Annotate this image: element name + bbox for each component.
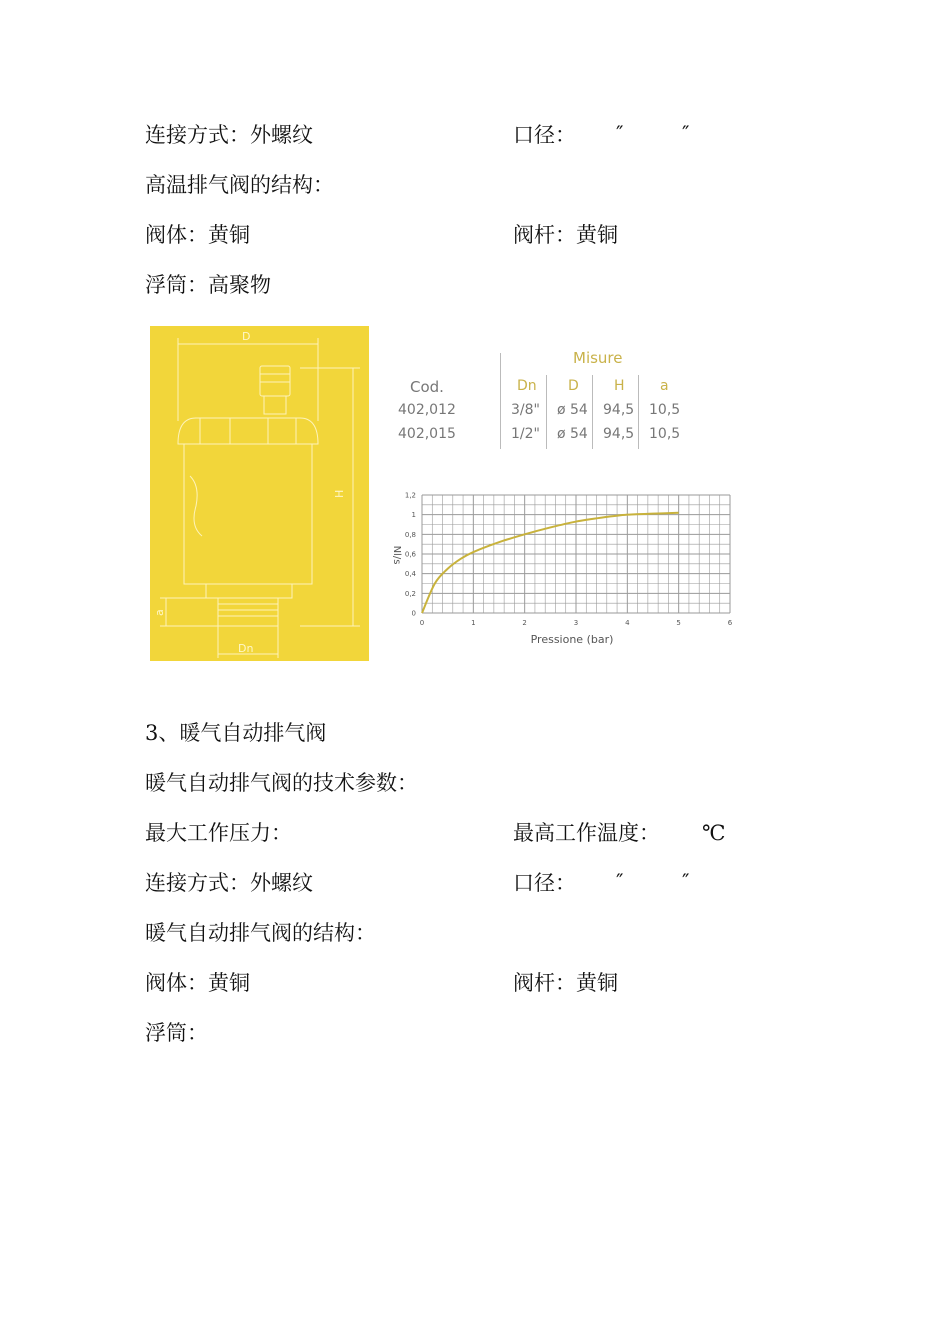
table-col-a: a	[660, 378, 669, 394]
table-row-2-dn: 1/2"	[511, 426, 540, 442]
dimension-d-label: D	[242, 330, 251, 343]
structure-heading: 暖气自动排气阀的结构：	[145, 921, 376, 945]
diameter-mark-1: ″	[616, 869, 624, 893]
x-tick-label: 6	[727, 619, 733, 627]
structure-heading: 高温排气阀的结构：	[145, 173, 334, 197]
table-row-2-code: 402,015	[398, 426, 456, 442]
table-col-d: D	[568, 378, 579, 394]
table-divider	[592, 375, 593, 449]
valve-stem-material: 阀杆：黄铜	[513, 971, 618, 995]
diameter-mark-1: ″	[616, 121, 624, 145]
dimension-dn-label: Dn	[238, 642, 254, 655]
dimension-h-label: H	[333, 489, 346, 498]
table-row-1-h: 94,5	[603, 402, 635, 418]
table-row-2-h: 94,5	[603, 426, 635, 442]
table-row-2-a: 10,5	[649, 426, 681, 442]
valve-body-material: 阀体：黄铜	[145, 971, 250, 995]
y-tick-label: 0,6	[404, 550, 416, 559]
y-tick-label: 1,2	[404, 491, 416, 500]
table-group-header: Misure	[573, 349, 623, 367]
table-row-1-a: 10,5	[649, 402, 681, 418]
float-material: 浮筒：	[145, 1021, 208, 1045]
y-tick-label: 1	[411, 511, 416, 520]
tech-params-heading: 暖气自动排气阀的技术参数：	[145, 771, 418, 795]
dimension-a-label: a	[153, 609, 166, 616]
chart-y-label: Nl/s	[391, 545, 402, 565]
section-heading: 3、暖气自动排气阀	[145, 721, 327, 745]
table-col-h: H	[614, 378, 625, 394]
table-row-1-code: 402,012	[398, 402, 456, 418]
diameter-mark-2: ″	[682, 869, 690, 893]
table-col-dn: Dn	[517, 378, 537, 394]
x-tick-label: 0	[419, 619, 425, 627]
table-code-header: Cod.	[410, 378, 444, 396]
table-divider	[500, 353, 501, 449]
flow-series-line	[422, 513, 679, 613]
float-material: 浮筒：高聚物	[145, 273, 271, 297]
dimension-table	[390, 345, 710, 450]
max-pressure-text: 最大工作压力：	[145, 821, 292, 845]
connection-type-text: 连接方式：外螺纹	[145, 871, 313, 895]
table-divider	[546, 375, 547, 449]
y-tick-label: 0,4	[404, 570, 416, 579]
x-tick-label: 5	[676, 619, 681, 627]
diameter-label: 口径：	[513, 871, 576, 895]
table-row-1-d: ø 54	[557, 402, 588, 418]
y-tick-label: 0	[411, 609, 416, 618]
diameter-label: 口径：	[513, 123, 576, 147]
x-tick-label: 3	[573, 619, 579, 627]
table-row-2-d: ø 54	[557, 426, 588, 442]
connection-type-text: 连接方式：外螺纹	[145, 123, 313, 147]
table-divider	[638, 375, 639, 449]
x-tick-label: 1	[471, 619, 476, 627]
temp-unit: ℃	[702, 821, 726, 845]
x-tick-label: 4	[625, 619, 630, 627]
valve-body-material: 阀体：黄铜	[145, 223, 250, 247]
valve-stem-material: 阀杆：黄铜	[513, 223, 618, 247]
valve-technical-drawing	[150, 326, 369, 661]
flow-pressure-chart	[380, 485, 740, 655]
table-row-1-dn: 3/8"	[511, 402, 540, 418]
max-temp-text: 最高工作温度：	[513, 821, 660, 845]
diameter-mark-2: ″	[682, 121, 690, 145]
chart-x-label: Pressione (bar)	[530, 633, 614, 646]
y-tick-label: 0,2	[404, 589, 416, 598]
y-tick-label: 0,8	[404, 530, 416, 539]
x-tick-label: 2	[522, 619, 527, 627]
